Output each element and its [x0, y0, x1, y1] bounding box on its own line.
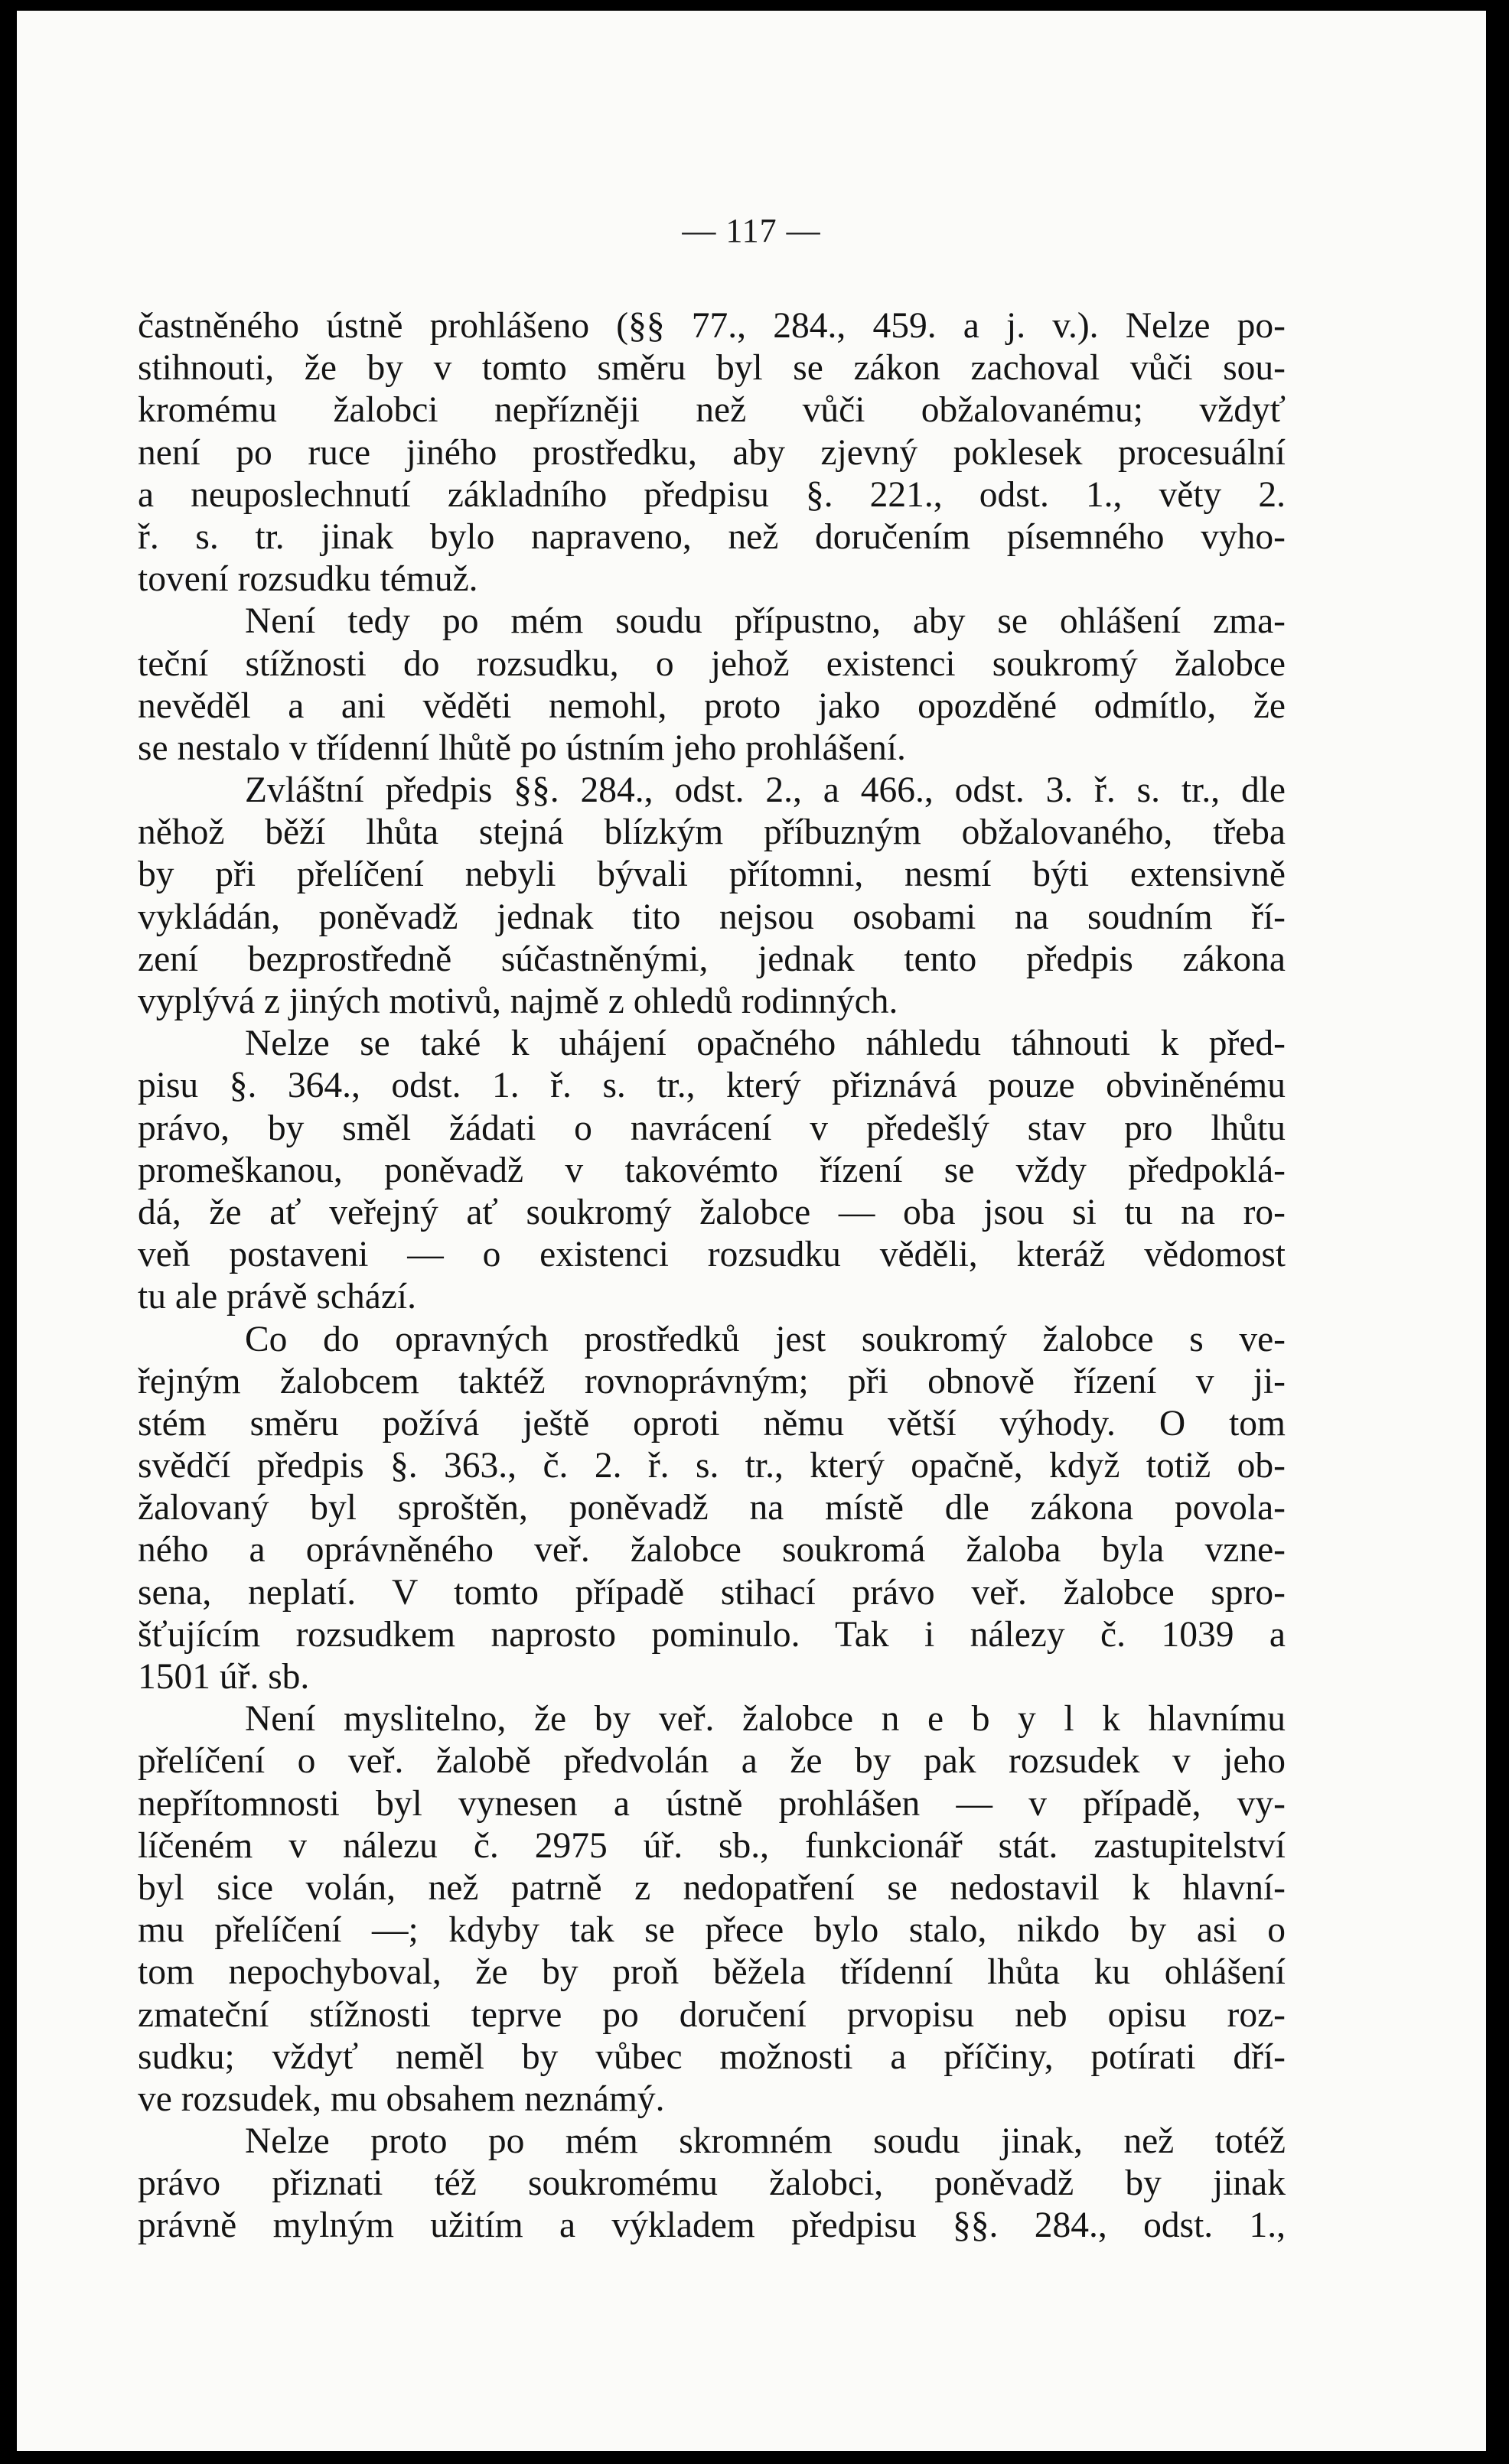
text-line: byl sice volán, než patrně z nedopatření se nedostavil k hlavní- — [138, 1867, 1286, 1908]
paragraph — [138, 1023, 1286, 1318]
text-line: zmateční stížnosti teprve po doručení prvopisu neb opisu roz- — [138, 1994, 1286, 2035]
text-line: šťujícím rozsudkem naprosto pominulo. Tak i nálezy č. 1039 a — [138, 1614, 1286, 1655]
text-line: ve rozsudek, mu obsahem neznámý. — [138, 2078, 665, 2119]
text-line: stihnouti, že by v tomto směru byl se zákon zachoval vůči sou- — [138, 348, 1286, 389]
paragraph — [138, 601, 1286, 770]
book-page — [17, 11, 1486, 2451]
text-line: Co do opravných prostředků jest soukromý žalobce s ve- — [245, 1319, 1286, 1359]
text-line: Nelze proto po mém skromném soudu jinak, než totéž — [245, 2121, 1286, 2162]
text-line: promeškanou, poněvadž v takovémto řízení se vždy předpoklá- — [138, 1150, 1286, 1190]
paragraph — [138, 1698, 1286, 2121]
body-text — [138, 305, 1286, 2248]
text-line: 1501 úř. sb. — [138, 1657, 310, 1697]
text-line: něhož běží lhůta stejná blízkým příbuzným obžalovaného, třeba — [138, 812, 1286, 853]
text-line: nepřítomnosti byl vynesen a ústně prohlášen — v případě, vy- — [138, 1783, 1286, 1824]
text-line: není po ruce jiného prostředku, aby zjevný poklesek procesuální — [138, 432, 1286, 473]
text-line: žalovaný byl sproštěn, poněvadž na místě dle zákona povola- — [138, 1488, 1286, 1528]
text-line: teční stížnosti do rozsudku, o jehož existenci soukromý žalobce — [138, 643, 1286, 684]
text-line: řejným žalobcem taktéž rovnoprávným; při obnově řízení v ji- — [138, 1361, 1286, 1401]
text-line: stém směru požívá ještě oproti němu větší výhody. O tom — [138, 1403, 1286, 1444]
text-line: pisu §. 364., odst. 1. ř. s. tr., který přiznává pouze obviněnému — [138, 1066, 1286, 1106]
paragraph — [138, 305, 1286, 601]
text-line: vykládán, poněvadž jednak tito nejsou osobami na soudním ří- — [138, 897, 1286, 937]
text-line: tu ale právě schází. — [138, 1277, 416, 1317]
text-line: tovení rozsudku témuž. — [138, 559, 478, 600]
text-line: Nelze se také k uhájení opačného náhledu táhnouti k před- — [245, 1024, 1286, 1064]
text-line: veň postaveni — o existenci rozsudku věděli, kteráž vědomost — [138, 1235, 1286, 1275]
text-line: tom nepochyboval, že by proň běžela třídenní lhůta ku ohlášení — [138, 1952, 1286, 1993]
text-line: se nestalo v třídenní lhůtě po ústním jeho prohlášení. — [138, 727, 906, 768]
text-line: ného a oprávněného veř. žalobce soukromá žaloba byla vzne- — [138, 1530, 1286, 1571]
text-line: Není myslitelno, že by veř. žalobce n e b y l k hlavnímu — [245, 1699, 1286, 1740]
text-line: Zvláštní předpis §§. 284., odst. 2., a 466., odst. 3. ř. s. tr., dle — [245, 770, 1286, 811]
text-line: Není tedy po mém soudu přípustno, aby se ohlášení zma- — [245, 601, 1286, 642]
text-line: sena, neplatí. V tomto případě stihací právo veř. žalobce spro- — [138, 1572, 1286, 1613]
text-line: kromému žalobci nepřízněji než vůči obžalovanému; vždyť — [138, 390, 1286, 431]
text-line: častněného ústně prohlášeno (§§ 77., 284., 459. a j. v.). Nelze po- — [138, 306, 1286, 346]
text-line: právně mylným užitím a výkladem předpisu §§. 284., odst. 1., — [138, 2205, 1286, 2246]
text-line: by při přelíčení nebyli bývali přítomni, nesmí býti extensivně — [138, 854, 1286, 895]
page-number: — 117 — — [682, 212, 821, 249]
text-line: právo, by směl žádati o navrácení v předešlý stav pro lhůtu — [138, 1108, 1286, 1148]
text-line: mu přelíčení —; kdyby tak se přece bylo stalo, nikdo by asi o — [138, 1910, 1286, 1951]
paragraph — [138, 770, 1286, 1023]
text-line: svědčí předpis §. 363., č. 2. ř. s. tr., který opačně, když totiž ob- — [138, 1446, 1286, 1486]
text-line: zení bezprostředně súčastněnými, jednak tento předpis zákona — [138, 939, 1286, 979]
text-line: právo přiznati též soukromému žalobci, poněvadž by jinak — [138, 2163, 1286, 2204]
text-line: sudku; vždyť neměl by vůbec možnosti a příčiny, potírati dří- — [138, 2036, 1286, 2077]
text-line: dá, že ať veřejný ať soukromý žalobce — oba jsou si tu na ro- — [138, 1192, 1286, 1232]
text-line: líčeném v nálezu č. 2975 úř. sb., funkcionář stát. zastupitelství — [138, 1825, 1286, 1866]
text-line: přelíčení o veř. žalobě předvolán a že by pak rozsudek v jeho — [138, 1741, 1286, 1782]
text-line: ř. s. tr. jinak bylo napraveno, než doručením písemného vyho- — [138, 516, 1286, 557]
paragraph — [138, 2121, 1286, 2248]
paragraph — [138, 1319, 1286, 1699]
text-line: a neuposlechnutí základního předpisu §. 221., odst. 1., věty 2. — [138, 474, 1286, 515]
text-line: nevěděl a ani věděti nemohl, proto jako opozděné odmítlo, že — [138, 685, 1286, 726]
text-line: vyplývá z jiných motivů, najmě z ohledů rodinných. — [138, 981, 898, 1021]
